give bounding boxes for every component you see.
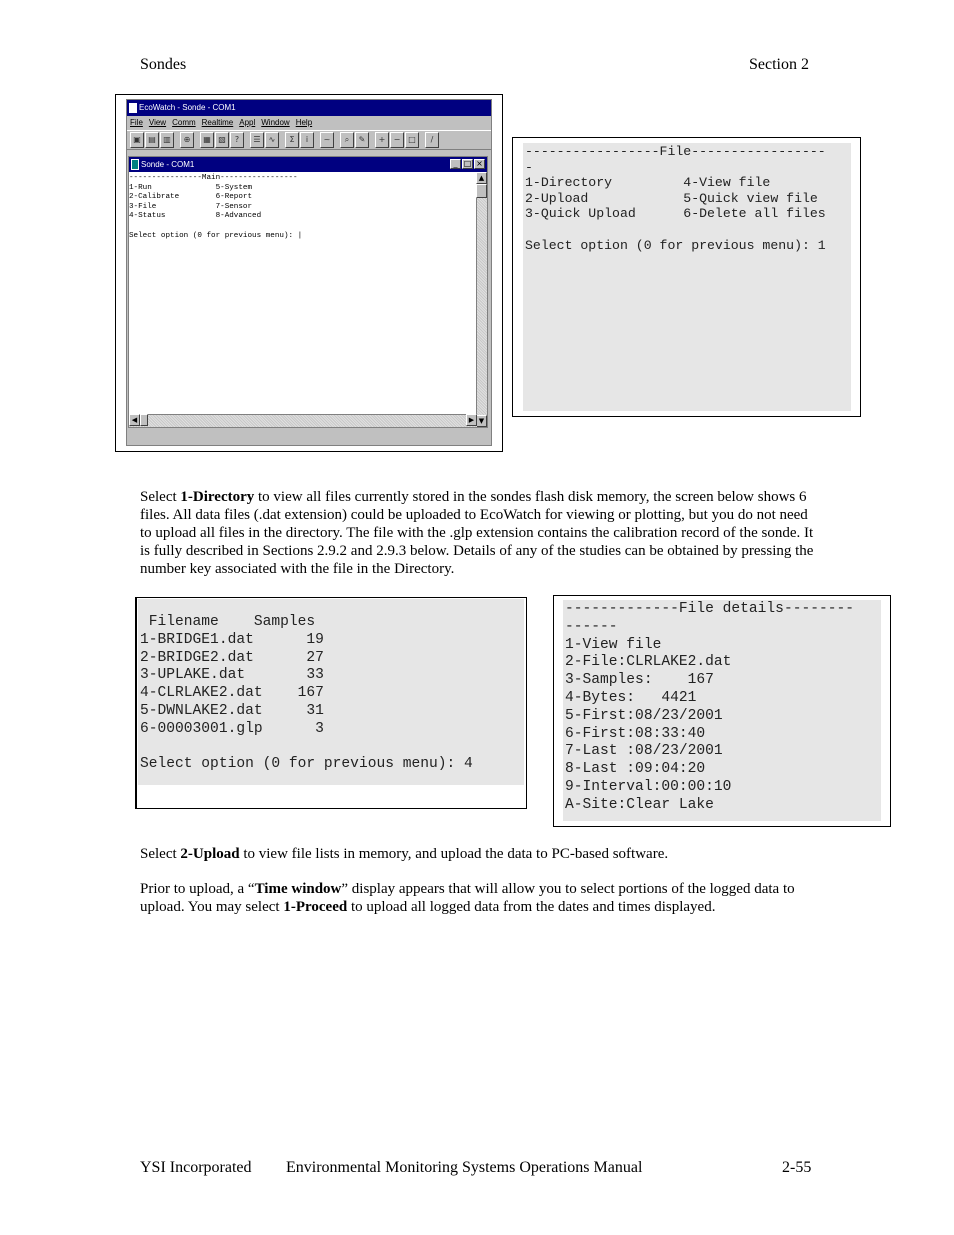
menu-comm[interactable]: Comm [172,118,196,127]
print-icon[interactable]: ▦ [200,132,214,148]
hscroll-thumb[interactable] [140,414,148,426]
edit-icon[interactable]: ✎ [355,132,369,148]
setup-icon[interactable]: ▧ [215,132,229,148]
child-title-bar [129,157,487,172]
child-title: Sonde - COM1 [141,160,195,169]
close-file-icon[interactable]: ▥ [160,132,174,148]
zoom-icon[interactable]: ⌕ [340,132,354,148]
header-left: Sondes [140,56,187,73]
file-menu-screen: -----------------File----------------- - 1-Directory 4-View file 2-Upload 5-Quick view file 3-Quick Upload 6-Delete all files Select option (0 for previous menu): 1 [523,143,851,411]
horizontal-scrollbar[interactable] [129,414,477,427]
menu-window[interactable]: Window [261,118,290,127]
upload-description: Select 2-Upload to view file lists in memory, and upload the data to PC-based software. [140,846,669,862]
scroll-up-icon[interactable]: ▲ [476,172,487,184]
time-window-term: Time window [254,881,342,897]
menu-appl[interactable]: Appl [239,118,256,127]
header-right: Section 2 [749,56,809,73]
footer-company: YSI Incorporated [140,1159,252,1176]
menu-file[interactable]: File [130,118,143,127]
time-window-description: Prior to upload, a “Time window” display appears that will allow you to select portions of the logged data to upload. You may select 1-Proceed to upload all logged data from the dates and times displayed. [140,881,795,915]
zoom-in-icon[interactable]: + [375,132,389,148]
menu-bar [127,116,491,130]
sonde-window-icon [131,159,139,170]
pen-icon[interactable]: / [425,132,439,148]
close-button[interactable]: × [474,159,485,169]
zoom-out-icon[interactable]: − [390,132,404,148]
sonde-terminal-window [128,156,488,428]
scroll-thumb[interactable] [476,184,487,198]
graph-icon[interactable]: ∿ [265,132,279,148]
open-icon[interactable]: ▣ [130,132,144,148]
sonde-terminal-text: ----------------Main----------------- 1-Run 5-System 2-Calibrate 6-Report 3-File 7-Sensor 4-Status 8-Advanced Select option (0 for previous menu): | [129,174,303,240]
file-details-screen: -------------File details-------- ------ 1-View file 2-File:CLRLAKE2.dat 3-Samples: 167 4-Bytes: 4421 5-First:08/23/2001 6-First:08:33:40 7-Last :08/23/2001 8-Last :09:04:20 9-Interval:00:00:10 A-Site:Clear Lake [563,600,881,821]
wave-icon[interactable]: ~ [320,132,334,148]
upload-option: 2-Upload [180,846,240,862]
footer-manual-title: Environmental Monitoring Systems Operations Manual [286,1159,643,1176]
proceed-option: 1-Proceed [283,899,348,915]
help-pointer-icon[interactable]: ? [230,132,244,148]
scroll-down-icon[interactable]: ▼ [476,415,487,427]
directory-screen: Filename Samples 1-BRIDGE1.dat 19 2-BRIDGE2.dat 27 3-UPLAKE.dat 33 4-CLRLAKE2.dat 167 5-DWNLAKE2.dat 31 6-00003001.glp 3 Select option (0 for previous menu): 4 [138,599,524,785]
info-icon[interactable]: i [300,132,314,148]
directory-description: Select 1-Directory to view all files currently stored in the sondes flash disk memory, the screen below shows 6 files. All data files (.dat extension) could be uploaded to EcoWatch for viewing or plotting, but you do not need to upload all files in the directory. The file with the .glp extension contains the calibration record of the sonde. It is fully described in Sections 2.9.2 and 2.9.3 below. Details of any of the studies can be obtained by pressing the number key associated with the file in the Directory. [140,489,814,577]
maximize-button[interactable]: □ [463,159,472,168]
menu-view[interactable]: View [148,118,167,127]
ecowatch-logo-icon [129,103,137,113]
scroll-right-icon[interactable]: ▶ [466,414,477,426]
zoom-reset-icon[interactable]: □ [405,132,419,148]
toolbar [127,130,491,150]
menu-help[interactable]: Help [295,118,313,127]
footer-page-number: 2-55 [782,1159,812,1176]
save-icon[interactable]: ▤ [145,132,159,148]
menu-realtime[interactable]: Realtime [201,118,234,127]
vertical-scrollbar[interactable] [476,172,487,427]
app-title: EcoWatch - Sonde - COM1 [139,103,236,112]
statistics-icon[interactable]: Σ [285,132,299,148]
directory-option: 1-Directory [180,489,255,505]
sonde-icon[interactable]: ⊕ [180,132,194,148]
table-icon[interactable]: ☰ [250,132,264,148]
scroll-left-icon[interactable]: ◀ [129,414,140,426]
app-title-bar [127,100,491,116]
minimize-button[interactable]: _ [450,159,461,169]
